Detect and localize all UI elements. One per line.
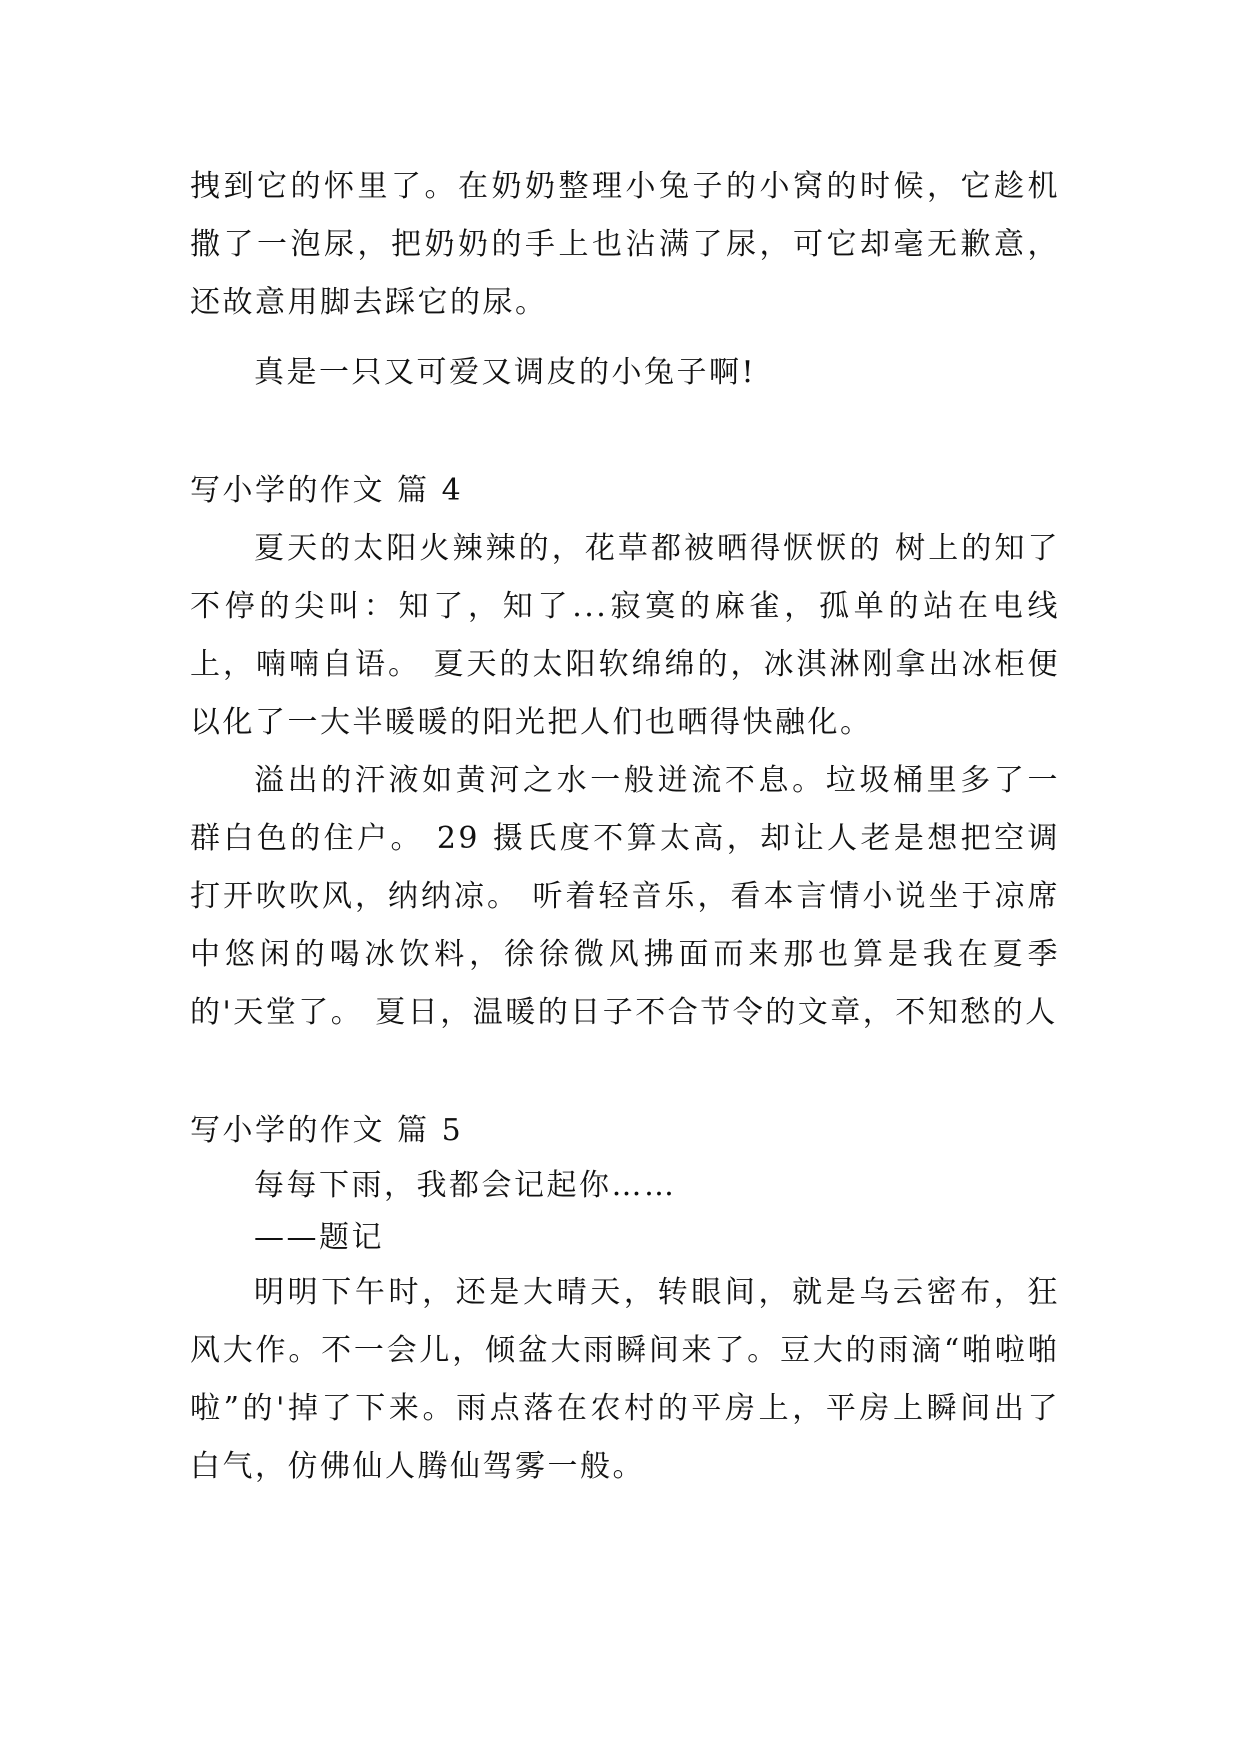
paragraph: 溢出的汗液如黄河之水一般迸流不息。垃圾桶里多了一群白色的住户。 29 摄氏度不算太高，却让人老是想把空调打开吹吹风，纳纳凉。 听着轻音乐，看本言情小说坐于凉席中悠闲的喝冰饮料，徐徐微风拂面而来那也算是我在夏季的'天堂了。 夏日，温暖的日子不合节令的文章，不知愁的人 [190,763,1060,1030]
paragraph: 明明下午时，还是大晴天，转眼间，就是乌云密布，狂风大作。不一会儿，倾盆大雨瞬间来了。豆大的雨滴“啪啦啪啦”的'掉了下来。雨点落在农村的平房上，平房上瞬间出了白气，仿佛仙人腾仙驾雾一般。 [190,1275,1060,1484]
paragraph: 夏天的太阳火辣辣的，花草都被晒得恹恹的 树上的知了不停的尖叫：知了，知了...寂寞的麻雀，孤单的站在电线上，喃喃自语。 夏天的太阳软绵绵的，冰淇淋刚拿出冰柜便以化了一大半暖暖的阳光把人们也晒得快融化。 [190,531,1060,740]
spacer [190,402,1060,462]
paragraph-epigraph: 每每下雨，我都会记起你…… [254,1168,677,1203]
section-heading: 写小学的作文 篇 4 [190,473,464,508]
section-heading: 写小学的作文 篇 5 [190,1113,464,1148]
section-4 [190,462,1060,1042]
spacer [190,332,1060,344]
section-5 [190,1102,1060,1496]
paragraph-epigraph-attribution: ——题记 [254,1220,384,1255]
paragraph-closing: 真是一只又可爱又调皮的小兔子啊! [254,355,757,390]
document-body [190,158,1060,1496]
spacer [190,1042,1060,1102]
paragraph-continuation: 拽到它的怀里了。在奶奶整理小兔子的小窝的时候，它趁机撒了一泡尿，把奶奶的手上也沾满了尿，可它却毫无歉意，还故意用脚去踩它的尿。 [190,169,1060,320]
